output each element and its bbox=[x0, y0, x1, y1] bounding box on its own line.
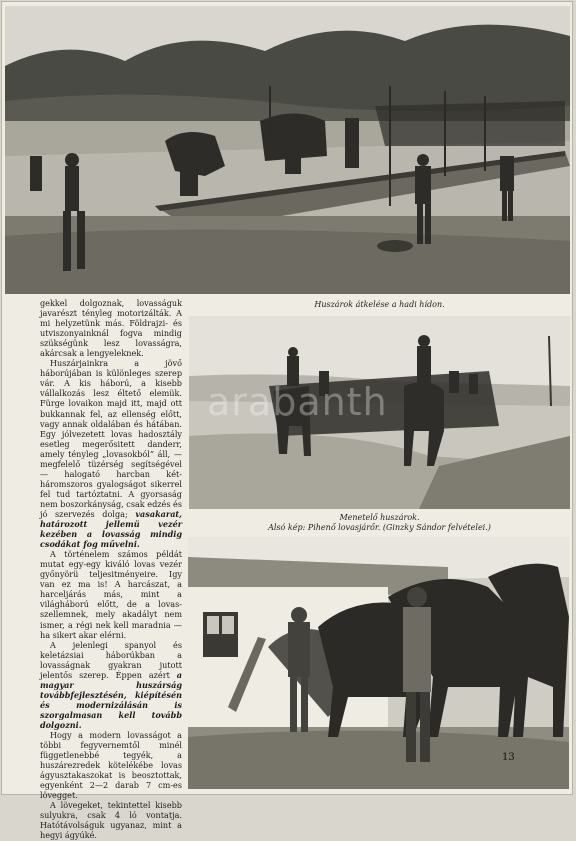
paragraph-6: A lövegeket, tekintettel kisebb sulyukra, csak 4 ló vontatja. Hatótávolságuk ugyanaz, mint a hegyi ágyúké. bbox=[40, 800, 182, 841]
watermark: arabanth bbox=[207, 380, 388, 424]
paragraph-2-emphasis: vasakarat, határozott jellemü vezér kezében a lovasság mindig csodákat fog művelni. bbox=[40, 508, 182, 550]
photo-bridge-crossing bbox=[5, 6, 570, 294]
paragraph-4 bbox=[40, 640, 182, 730]
magazine-page bbox=[2, 2, 572, 841]
paragraph-2 bbox=[40, 358, 182, 549]
paragraph-1: gekkel dolgoznak, lovasságuk javarészt tényleg motorizálták. A mi helyzetünk más. Földrajzi- és utviszonyainknál fogva mindig szükségünk lesz lovasságra, akárcsak a lengyeleknek. bbox=[40, 298, 182, 359]
caption-middle-line-1: Menetelő huszárok. bbox=[339, 513, 420, 522]
page-number: 13 bbox=[502, 752, 515, 763]
paragraph-2-text: Huszárjainkra a jövő háborújában is különleges szerep vár. A kis háború, a kisebb vállalkozás lesz éltető elemük. Fürge lovaikon majd itt, majd ott bukkannak fel, az ellenség előtt, vagy annak oldalában és hátában. Egy jólvezetett lovas hadosztály esetleg megerősitett danderr, amely tényleg „lovasokból” áll, — megfelelő tüzérség segítségével — halogató harcban két-háromszoros gyalogságot sikerrel fel tud tartóztatni. A gyorsaság nem boszorkányság, csak edzés és jó szervezés dolga; bbox=[40, 358, 182, 519]
paragraph-4-text: A jelenlegi spanyol és keletázsiai háborúkban a lovasságnak gyakran jutott jelentős szerep. Éppen azért bbox=[40, 639, 182, 680]
paragraph-5: Hogy a modern lovasságot a többi fegyvernemtől minél függetlenebbé tegyék, a huszárezredek kötelékébe lovas ágyusztakaszokat is beosztottak, egyenként 2—2 darab 7 cm-es lövegget. bbox=[40, 730, 182, 801]
caption-middle-photo bbox=[189, 513, 570, 533]
caption-middle-line-2: Alsó kép: Pihenő lovasjárőr. (Ginzky Sándor felvételei.) bbox=[268, 523, 491, 532]
paragraph-3: A történelem számos példát mutat egy-egy kiváló lovas vezér győnyörü teljesitményeire. Igy van ez ma is! A harcászat, a harceljárás más, mint a világháború előtt, de a lovas-szellemnek, mely akadályt nem ismer, a régi nek kell maradnia — ha sikert akar elérni. bbox=[40, 549, 182, 640]
article-column bbox=[40, 298, 182, 841]
caption-top-photo: Huszárok átkelése a hadi hídon. bbox=[314, 300, 445, 309]
paragraph-4-emphasis: a magyar huszárság továbbfejlesztésén, kiépítésén és modernizálásán is szorgalmasan kell tovább dolgozni. bbox=[40, 669, 182, 730]
